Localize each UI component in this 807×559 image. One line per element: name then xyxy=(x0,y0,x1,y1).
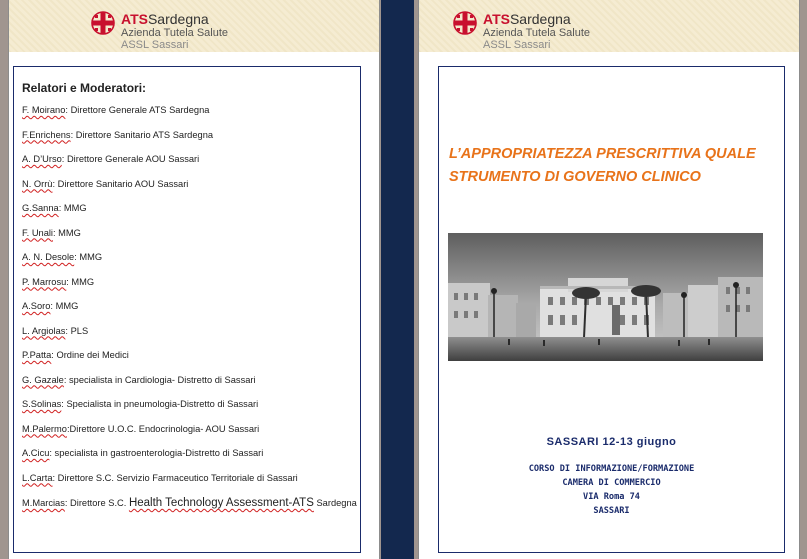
cross-icon xyxy=(451,9,479,37)
piazza-image xyxy=(448,233,763,361)
speaker-row xyxy=(22,326,357,351)
speaker-row xyxy=(22,424,357,449)
speaker-name: A.Soro xyxy=(22,301,51,311)
speaker-role: : MMG xyxy=(53,227,81,238)
brand-bold: ATS xyxy=(121,11,148,27)
speaker-row xyxy=(22,252,357,277)
speaker-name: S.Solinas xyxy=(22,399,62,409)
speaker-name: L. Argiolas xyxy=(22,325,66,336)
speaker-row xyxy=(22,301,357,326)
speaker-role: : Direttore Generale ATS Sardegna xyxy=(65,105,210,115)
speaker-row xyxy=(22,228,357,253)
speaker-role: : Direttore Sanitario AOU Sassari xyxy=(52,178,189,189)
speaker-role: : MMG xyxy=(66,276,95,287)
speaker-role: : Direttore Generale AOU Sassari xyxy=(61,154,200,164)
speaker-list xyxy=(22,105,357,522)
speaker-name: F.Enrichens xyxy=(22,129,71,140)
speaker-role: :Direttore U.O.C. Endocrinologia- AOU Sassari xyxy=(66,423,260,434)
speaker-row xyxy=(22,375,357,400)
speaker-role: : MMG xyxy=(74,252,103,262)
speaker-name: M.Palermo xyxy=(22,423,67,434)
speaker-name: A.Cicu xyxy=(22,448,50,458)
brand-rest: Sardegna xyxy=(147,11,209,27)
event-date: SASSARI 12-13 giugno xyxy=(546,436,677,448)
speaker-role: : Direttore Sanitario ATS Sardegna xyxy=(70,129,214,140)
info-line: CORSO DI INFORMAZIONE/FORMAZIONE xyxy=(528,464,695,474)
speaker-row xyxy=(22,203,357,228)
brand-bold: ATS xyxy=(483,11,510,27)
cross-icon xyxy=(89,9,117,37)
speaker-row xyxy=(22,497,357,522)
speaker-name: G. Gazale xyxy=(22,374,64,385)
speaker-name: L.Carta xyxy=(22,472,53,483)
event-info xyxy=(439,462,784,518)
info-line: CAMERA DI COMMERCIO xyxy=(562,478,661,488)
speaker-role: : Direttore S.C. xyxy=(64,498,129,508)
logo-line2: ASSL Sassari xyxy=(121,39,189,51)
event-title xyxy=(449,143,779,189)
speaker-name: N. Orrù xyxy=(22,178,53,189)
logo-line2: ASSL Sassari xyxy=(483,39,551,51)
speaker-role: : Specialista in pneumologia-Distretto di Sassari xyxy=(61,399,259,409)
info-line: VIA Roma 74 xyxy=(583,492,640,502)
speaker-row xyxy=(22,350,357,375)
brand-rest: Sardegna xyxy=(509,11,571,27)
speaker-name: A. D’Urso xyxy=(22,154,62,164)
speaker-row xyxy=(22,448,357,473)
logo-line1: Azienda Tutela Salute xyxy=(121,27,229,39)
speaker-role: : MMG xyxy=(50,301,79,311)
speaker-row xyxy=(22,105,357,130)
speaker-role-emphasis: Health Technology Assessment-ATS xyxy=(128,497,314,509)
speaker-row xyxy=(22,473,357,498)
speaker-name: P.Patta xyxy=(22,350,52,360)
header-band xyxy=(9,0,379,52)
speakers-frame xyxy=(13,66,361,553)
speaker-name: F. Moirano xyxy=(22,105,66,115)
speaker-role-end: Sardegna xyxy=(313,498,357,508)
speakers-heading: Relatori e Moderatori: xyxy=(22,81,147,95)
speaker-row xyxy=(22,179,357,204)
logo-line1: Azienda Tutela Salute xyxy=(483,27,591,39)
speaker-name: A. N. Desole xyxy=(22,252,75,262)
piazza-photo xyxy=(448,233,763,361)
speaker-row xyxy=(22,130,357,155)
speaker-row xyxy=(22,154,357,179)
speaker-name: P. Marrosu xyxy=(22,276,67,287)
speaker-role: : MMG xyxy=(58,203,87,213)
speaker-role: : Direttore S.C. Servizio Farmaceutico Territoriale di Sassari xyxy=(52,472,298,483)
title-line2: STRUMENTO DI GOVERNO CLINICO xyxy=(449,169,701,185)
header-band xyxy=(419,0,799,52)
speaker-name: G.Sanna xyxy=(22,203,59,213)
speaker-role: : Ordine dei Medici xyxy=(51,350,129,360)
speaker-role: : specialista in gastroenterologia-Distretto di Sassari xyxy=(49,448,264,458)
right-page xyxy=(418,0,800,559)
book-spine xyxy=(381,0,414,559)
speaker-name: M.Marcias xyxy=(22,498,65,508)
cover-frame xyxy=(438,66,785,553)
speaker-row xyxy=(22,277,357,302)
left-page xyxy=(8,0,380,559)
speaker-role: : specialista in Cardiologia- Distretto di Sassari xyxy=(63,374,256,385)
speaker-role: : PLS xyxy=(65,325,89,336)
info-line: SASSARI xyxy=(593,506,630,516)
speaker-name: F. Unali xyxy=(22,227,53,238)
speaker-row xyxy=(22,399,357,424)
title-line1: L’APPROPRIATEZZA PRESCRITTIVA QUALE xyxy=(449,146,756,162)
